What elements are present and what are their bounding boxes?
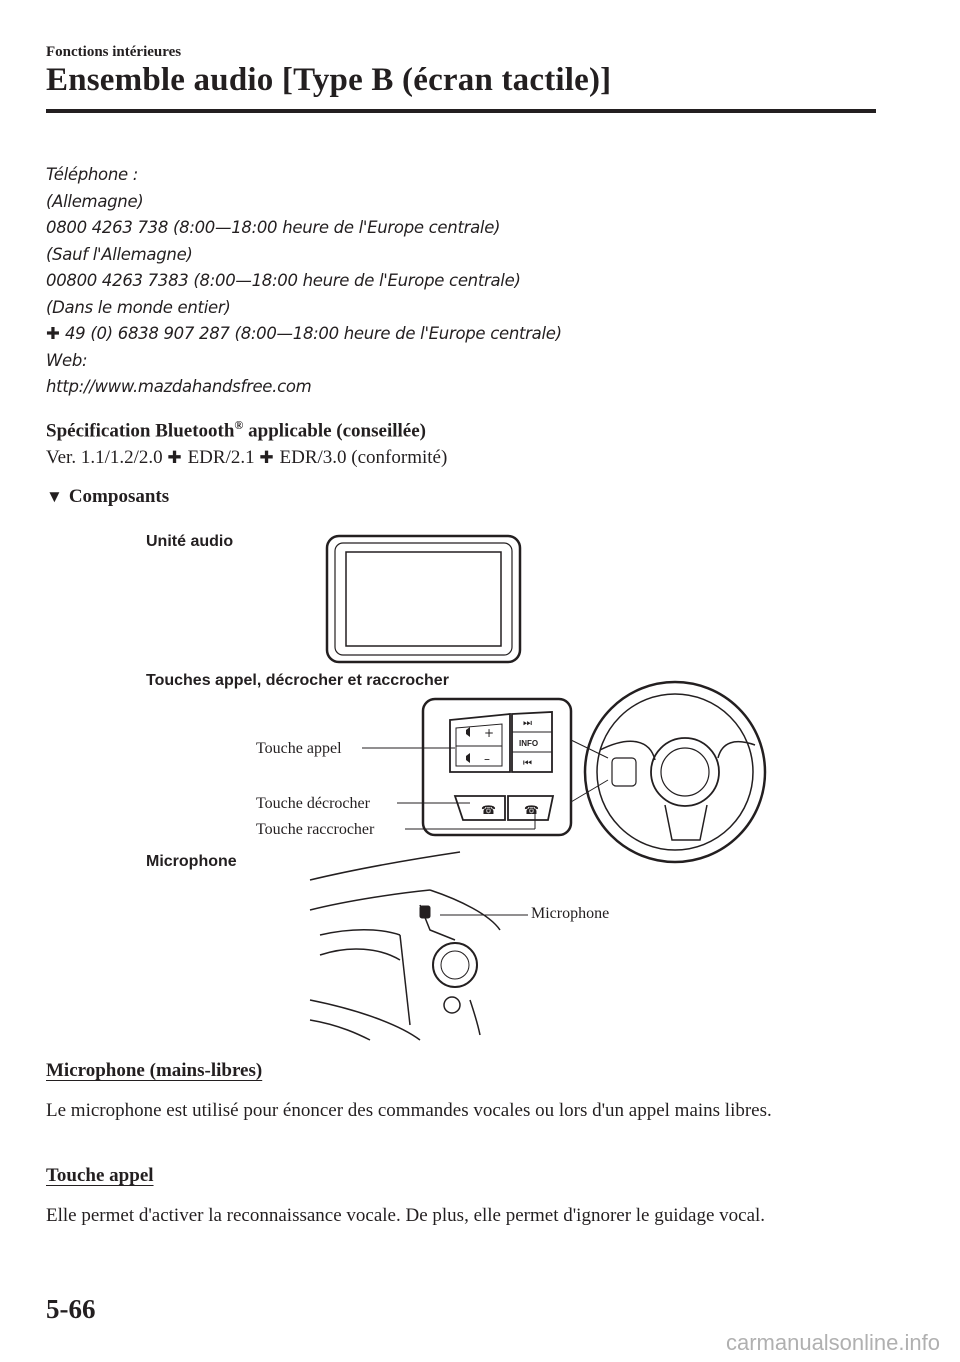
triangle-down-icon: ▼: [46, 487, 63, 506]
page-title: Ensemble audio [Type B (écran tactile)]: [46, 62, 612, 98]
steering-wheel-illustration: [585, 682, 765, 862]
callout-pickup-button: Touche décrocher: [256, 795, 370, 812]
callout-hangup-button: Touche raccrocher: [256, 821, 375, 838]
spec-version: EDR/3.0 (conformité): [279, 447, 448, 468]
contact-line: 0800 4263 738 (8:00—18:00 heure de l'Europe centrale): [46, 218, 501, 237]
figure-label-audio-unit: Unité audio: [146, 533, 234, 550]
plus-icon: ✚: [259, 448, 280, 468]
spec-version: Ver. 1.1/1.2/2.0: [46, 447, 168, 468]
section-label: Fonctions intérieures: [46, 44, 182, 60]
spec-heading-text: Spécification Bluetooth: [46, 420, 235, 442]
watermark: carmanualsonline.info: [725, 1330, 940, 1355]
dashboard-microphone-illustration: [310, 852, 500, 1040]
svg-text:+: +: [484, 726, 495, 740]
info-button-label: INFO: [519, 739, 539, 748]
steering-button-panel-illustration: [423, 699, 571, 835]
spec-version: EDR/2.1: [187, 447, 260, 468]
spec-heading-text: applicable (conseillée): [243, 420, 426, 442]
contact-line: 49 (0) 6838 907 287 (8:00—18:00 heure de l'Europe centrale): [64, 324, 562, 343]
talk-section-heading: Touche appel: [46, 1165, 154, 1186]
callout-microphone: Microphone: [531, 905, 610, 922]
contact-line: Téléphone :: [46, 165, 139, 184]
svg-text:⏭: ⏭: [523, 718, 532, 729]
microphone-section-heading: Microphone (mains-libres): [46, 1060, 263, 1081]
svg-text:☎: ☎: [481, 803, 496, 817]
svg-text:⏮: ⏮: [523, 758, 532, 769]
audio-unit-screen-illustration: [327, 536, 520, 662]
contact-line: Web:: [46, 350, 88, 370]
contact-web-link[interactable]: http://www.mazdahandsfree.com: [46, 377, 312, 396]
contact-line: (Allemagne): [46, 191, 144, 211]
plus-icon: ✚: [167, 448, 188, 468]
figure-label-microphone: Microphone: [146, 853, 237, 870]
svg-text:–: –: [484, 752, 490, 766]
registered-mark: ®: [234, 418, 244, 432]
svg-text:☎: ☎: [524, 803, 539, 817]
talk-section-text: Elle permet d'activer la reconnaissance vocale. De plus, elle permet d'ignorer le guidage vocal.: [46, 1205, 766, 1226]
contact-line: 00800 4263 7383 (8:00—18:00 heure de l'Europe centrale): [46, 271, 521, 290]
callout-talk-button: Touche appel: [256, 740, 342, 757]
contact-line: (Sauf l'Allemagne): [46, 244, 193, 264]
microphone-section-text: Le microphone est utilisé pour énoncer des commandes vocales ou lors d'un appel mains libres.: [46, 1100, 772, 1121]
plus-icon: ✚: [46, 324, 65, 343]
components-heading-text: Composants: [68, 486, 170, 507]
figure-label-buttons: Touches appel, décrocher et raccrocher: [146, 672, 449, 689]
contact-line: (Dans le monde entier): [46, 297, 231, 317]
page-number: 5-66: [46, 1294, 96, 1324]
